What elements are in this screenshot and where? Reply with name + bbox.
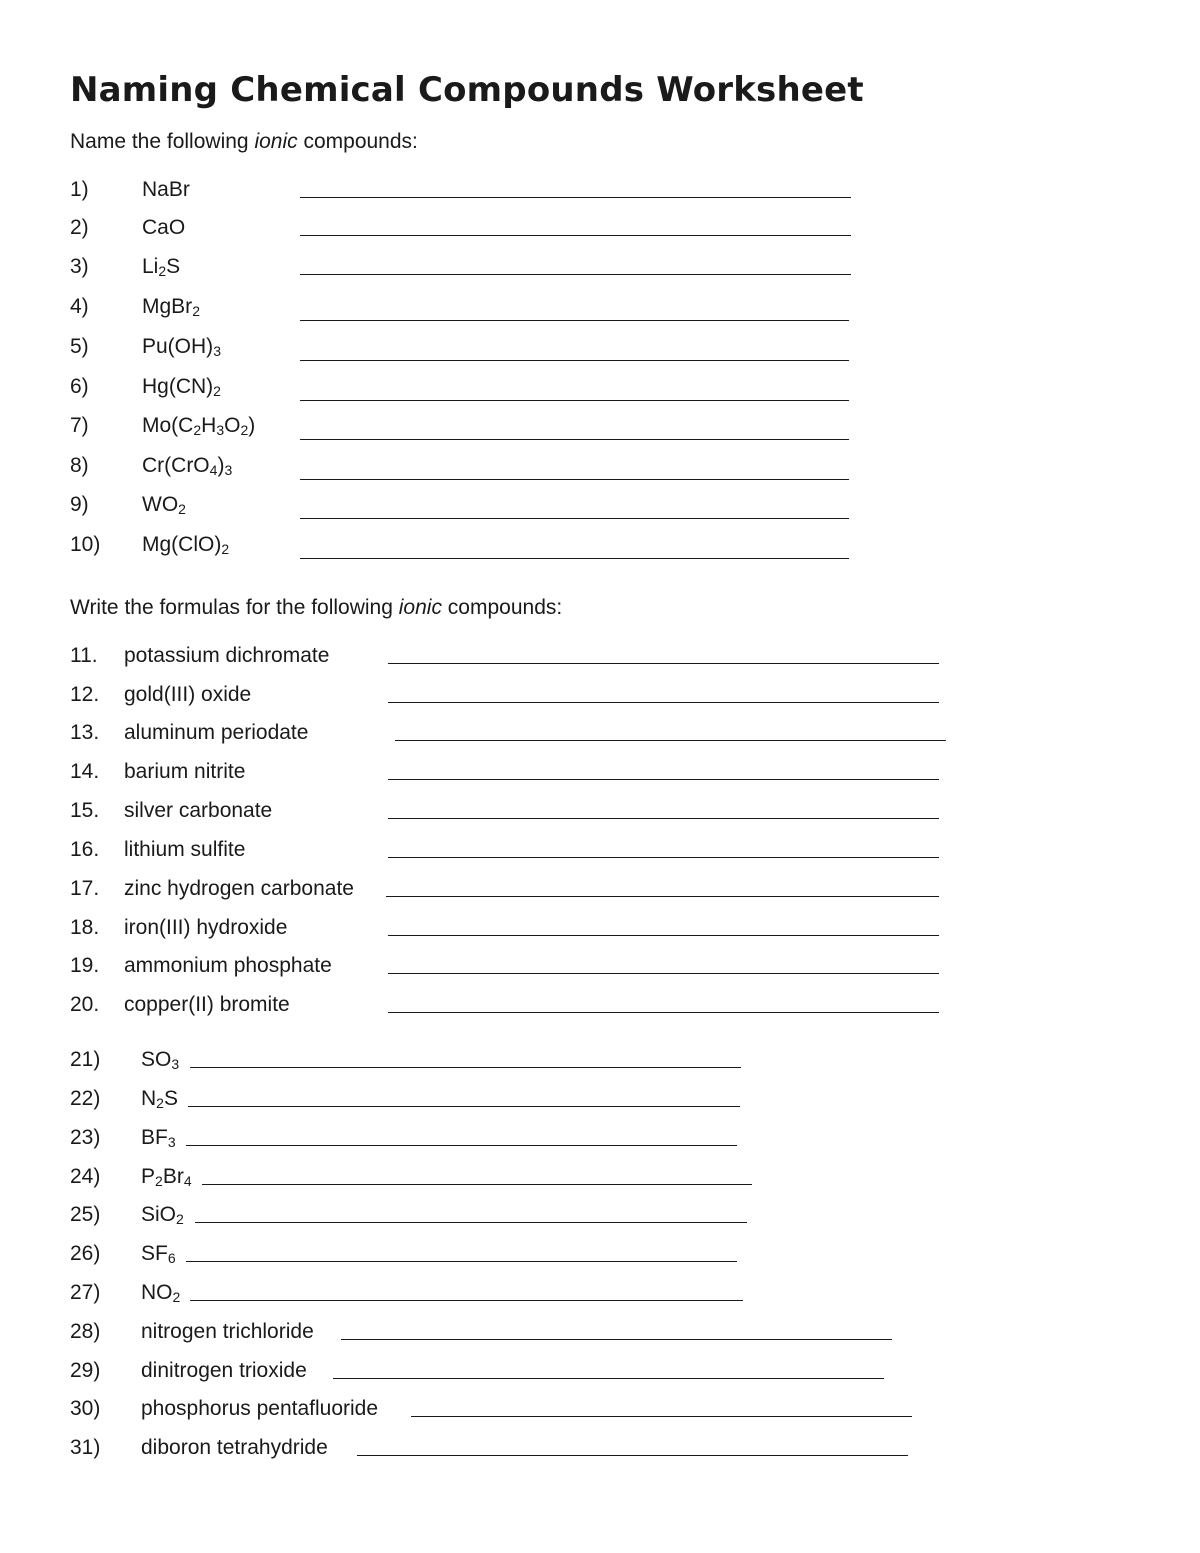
question-number: 19. xyxy=(70,954,100,977)
question-row xyxy=(0,1278,1200,1308)
question-number: 17. xyxy=(70,877,100,900)
section2-instruction-after: compounds: xyxy=(441,596,563,619)
answer-blank[interactable] xyxy=(300,558,849,559)
formula-text: ) xyxy=(248,414,256,437)
question-row xyxy=(0,1239,1200,1269)
question-number: 5) xyxy=(70,335,89,358)
formula-subscript: 4 xyxy=(183,1173,192,1189)
formula-subscript: 2 xyxy=(176,1211,184,1227)
question-number: 4) xyxy=(70,295,89,318)
formula-text: CaO xyxy=(142,216,186,239)
question-row xyxy=(0,252,1200,282)
formula-subscript: 2 xyxy=(156,1095,164,1111)
answer-blank[interactable] xyxy=(300,235,851,236)
formula-text: S xyxy=(166,255,181,278)
question-row xyxy=(0,292,1200,322)
question-number: 26) xyxy=(70,1242,101,1265)
question-number: 20. xyxy=(70,993,100,1016)
question-number: 1) xyxy=(70,178,89,201)
answer-blank[interactable] xyxy=(386,896,939,897)
question-number: 25) xyxy=(70,1203,101,1226)
question-number: 11. xyxy=(70,644,98,667)
compound-name: barium nitrite xyxy=(124,760,246,783)
formula xyxy=(142,332,221,362)
formula xyxy=(142,490,186,520)
answer-blank[interactable] xyxy=(195,1222,747,1223)
question-row xyxy=(0,913,1200,943)
compound-name: ammonium phosphate xyxy=(124,954,332,977)
question-number: 18. xyxy=(70,916,100,939)
question-row xyxy=(0,757,1200,787)
formula xyxy=(142,372,221,402)
formula-text: Mg(ClO) xyxy=(142,533,222,556)
compound-name: copper(II) bromite xyxy=(124,993,290,1016)
question-row xyxy=(0,451,1200,481)
question-row xyxy=(0,835,1200,865)
answer-blank[interactable] xyxy=(388,1012,939,1013)
question-number: 2) xyxy=(70,216,89,239)
question-number: 21) xyxy=(70,1048,101,1071)
formula-text: O xyxy=(224,414,241,437)
formula-subscript: 2 xyxy=(193,422,202,438)
formula xyxy=(141,1356,307,1386)
question-row xyxy=(0,641,1200,671)
question-row xyxy=(0,796,1200,826)
compound-name: lithium sulfite xyxy=(124,838,246,861)
answer-blank[interactable] xyxy=(341,1339,892,1340)
section1-instruction-emph: ionic xyxy=(254,130,298,153)
formula xyxy=(142,175,190,205)
formula-subscript: 2 xyxy=(158,263,167,279)
question-row xyxy=(0,175,1200,205)
formula-subscript: 3 xyxy=(171,1056,180,1072)
answer-blank[interactable] xyxy=(300,320,849,321)
question-row xyxy=(0,990,1200,1020)
question-row xyxy=(0,1045,1200,1075)
answer-blank[interactable] xyxy=(388,818,939,819)
section2-instruction-emph: ionic xyxy=(398,596,442,619)
formula-text: SF xyxy=(141,1242,168,1265)
question-number: 3) xyxy=(70,255,89,278)
formula xyxy=(141,1123,176,1153)
answer-blank[interactable] xyxy=(300,274,851,275)
answer-blank[interactable] xyxy=(388,779,939,780)
section1-instruction xyxy=(70,130,418,154)
formula-text: Li xyxy=(142,255,159,278)
formula xyxy=(141,1394,378,1424)
formula xyxy=(142,292,200,322)
question-row xyxy=(0,411,1200,441)
compound-name: zinc hydrogen carbonate xyxy=(124,877,354,900)
question-row xyxy=(0,1200,1200,1230)
answer-blank[interactable] xyxy=(388,935,939,936)
question-row xyxy=(0,213,1200,243)
formula-text: Pu(OH) xyxy=(142,335,214,358)
formula xyxy=(141,1045,179,1075)
answer-blank[interactable] xyxy=(357,1455,908,1456)
question-number: 16. xyxy=(70,838,100,861)
formula-subscript: 3 xyxy=(167,1134,176,1150)
question-number: 13. xyxy=(70,721,100,744)
formula-text: N xyxy=(141,1087,157,1110)
formula-subscript: 2 xyxy=(221,541,230,557)
formula xyxy=(141,1162,192,1192)
formula-subscript: 2 xyxy=(172,1289,181,1305)
formula-text: dinitrogen trioxide xyxy=(141,1359,307,1382)
answer-blank[interactable] xyxy=(186,1145,737,1146)
formula-subscript: 3 xyxy=(213,343,221,359)
section1-instruction-after: compounds: xyxy=(297,130,418,153)
answer-blank[interactable] xyxy=(333,1378,884,1379)
question-number: 23) xyxy=(70,1126,101,1149)
formula-text: P xyxy=(141,1165,156,1188)
formula-subscript: 3 xyxy=(216,422,225,438)
answer-blank[interactable] xyxy=(202,1184,752,1185)
formula-text: ) xyxy=(217,454,225,477)
formula xyxy=(141,1084,178,1114)
formula-text: MgBr xyxy=(142,295,193,318)
formula-subscript: 4 xyxy=(209,462,218,478)
question-row xyxy=(0,332,1200,362)
formula-text: S xyxy=(163,1087,178,1110)
formula-text: phosphorus pentafluoride xyxy=(141,1397,379,1420)
compound-name: gold(III) oxide xyxy=(124,683,252,706)
question-number: 28) xyxy=(70,1320,101,1343)
question-row xyxy=(0,718,1200,748)
formula xyxy=(142,252,180,282)
question-row xyxy=(0,490,1200,520)
formula xyxy=(141,1239,176,1269)
question-row xyxy=(0,874,1200,904)
answer-blank[interactable] xyxy=(388,702,939,703)
section2-instruction-before: Write the formulas for the following xyxy=(70,596,399,619)
question-row xyxy=(0,1317,1200,1347)
answer-blank[interactable] xyxy=(411,1416,912,1417)
formula-text: SO xyxy=(141,1048,172,1071)
answer-blank[interactable] xyxy=(300,197,851,198)
question-number: 14. xyxy=(70,760,100,783)
formula-text: nitrogen trichloride xyxy=(141,1320,314,1343)
formula xyxy=(142,213,185,243)
answer-blank[interactable] xyxy=(388,857,939,858)
compound-name: potassium dichromate xyxy=(124,644,330,667)
compound-name: aluminum periodate xyxy=(124,721,309,744)
formula-text: H xyxy=(201,414,217,437)
answer-blank[interactable] xyxy=(300,400,849,401)
question-row xyxy=(0,680,1200,710)
question-number: 22) xyxy=(70,1087,101,1110)
formula-text: NO xyxy=(141,1281,173,1304)
answer-blank[interactable] xyxy=(388,663,939,664)
formula-subscript: 2 xyxy=(178,501,186,517)
formula-text: BF xyxy=(141,1126,168,1149)
formula xyxy=(142,530,229,560)
question-row xyxy=(0,1394,1200,1424)
question-number: 30) xyxy=(70,1397,101,1420)
question-number: 15. xyxy=(70,799,100,822)
answer-blank[interactable] xyxy=(300,439,849,440)
formula-text: Mo(C xyxy=(142,414,194,437)
question-number: 24) xyxy=(70,1165,101,1188)
question-number: 10) xyxy=(70,533,101,556)
question-row xyxy=(0,1433,1200,1463)
answer-blank[interactable] xyxy=(190,1300,743,1301)
question-row xyxy=(0,951,1200,981)
answer-blank[interactable] xyxy=(395,740,946,741)
answer-blank[interactable] xyxy=(190,1067,741,1068)
answer-blank[interactable] xyxy=(300,360,849,361)
section2-instruction xyxy=(70,596,562,620)
formula-subscript: 2 xyxy=(155,1173,163,1189)
question-number: 31) xyxy=(70,1436,101,1459)
formula xyxy=(142,451,232,481)
formula-subscript: 2 xyxy=(192,303,200,319)
question-number: 8) xyxy=(70,454,89,477)
question-number: 7) xyxy=(70,414,89,437)
formula xyxy=(141,1317,314,1347)
question-row xyxy=(0,1123,1200,1153)
question-row xyxy=(0,1356,1200,1386)
answer-blank[interactable] xyxy=(300,479,849,480)
answer-blank[interactable] xyxy=(188,1106,740,1107)
answer-blank[interactable] xyxy=(300,518,849,519)
formula-text: WO xyxy=(142,493,179,516)
formula-text: Cr(CrO xyxy=(142,454,210,477)
question-number: 9) xyxy=(70,493,89,516)
formula-subscript: 2 xyxy=(213,383,221,399)
answer-blank[interactable] xyxy=(388,973,939,974)
compound-name: iron(III) hydroxide xyxy=(124,916,288,939)
formula-text: Hg(CN) xyxy=(142,375,214,398)
compound-name: silver carbonate xyxy=(124,799,273,822)
question-number: 6) xyxy=(70,375,89,398)
question-number: 29) xyxy=(70,1359,101,1382)
question-row xyxy=(0,372,1200,402)
question-row xyxy=(0,1084,1200,1114)
formula xyxy=(141,1200,184,1230)
formula-text: SiO xyxy=(141,1203,177,1226)
section1-instruction-before: Name the following xyxy=(70,130,255,153)
formula-text: NaBr xyxy=(142,178,190,201)
formula-text: Br xyxy=(162,1165,184,1188)
question-number: 27) xyxy=(70,1281,101,1304)
formula xyxy=(141,1278,180,1308)
answer-blank[interactable] xyxy=(186,1261,737,1262)
formula-subscript: 3 xyxy=(224,462,233,478)
formula xyxy=(142,411,255,441)
formula-subscript: 2 xyxy=(240,422,249,438)
question-number: 12. xyxy=(70,683,100,706)
worksheet-title: Naming Chemical Compounds Worksheet xyxy=(70,70,864,110)
formula-subscript: 6 xyxy=(167,1250,176,1266)
formula xyxy=(141,1433,328,1463)
formula-text: diboron tetrahydride xyxy=(141,1436,328,1459)
question-row xyxy=(0,1162,1200,1192)
question-row xyxy=(0,530,1200,560)
